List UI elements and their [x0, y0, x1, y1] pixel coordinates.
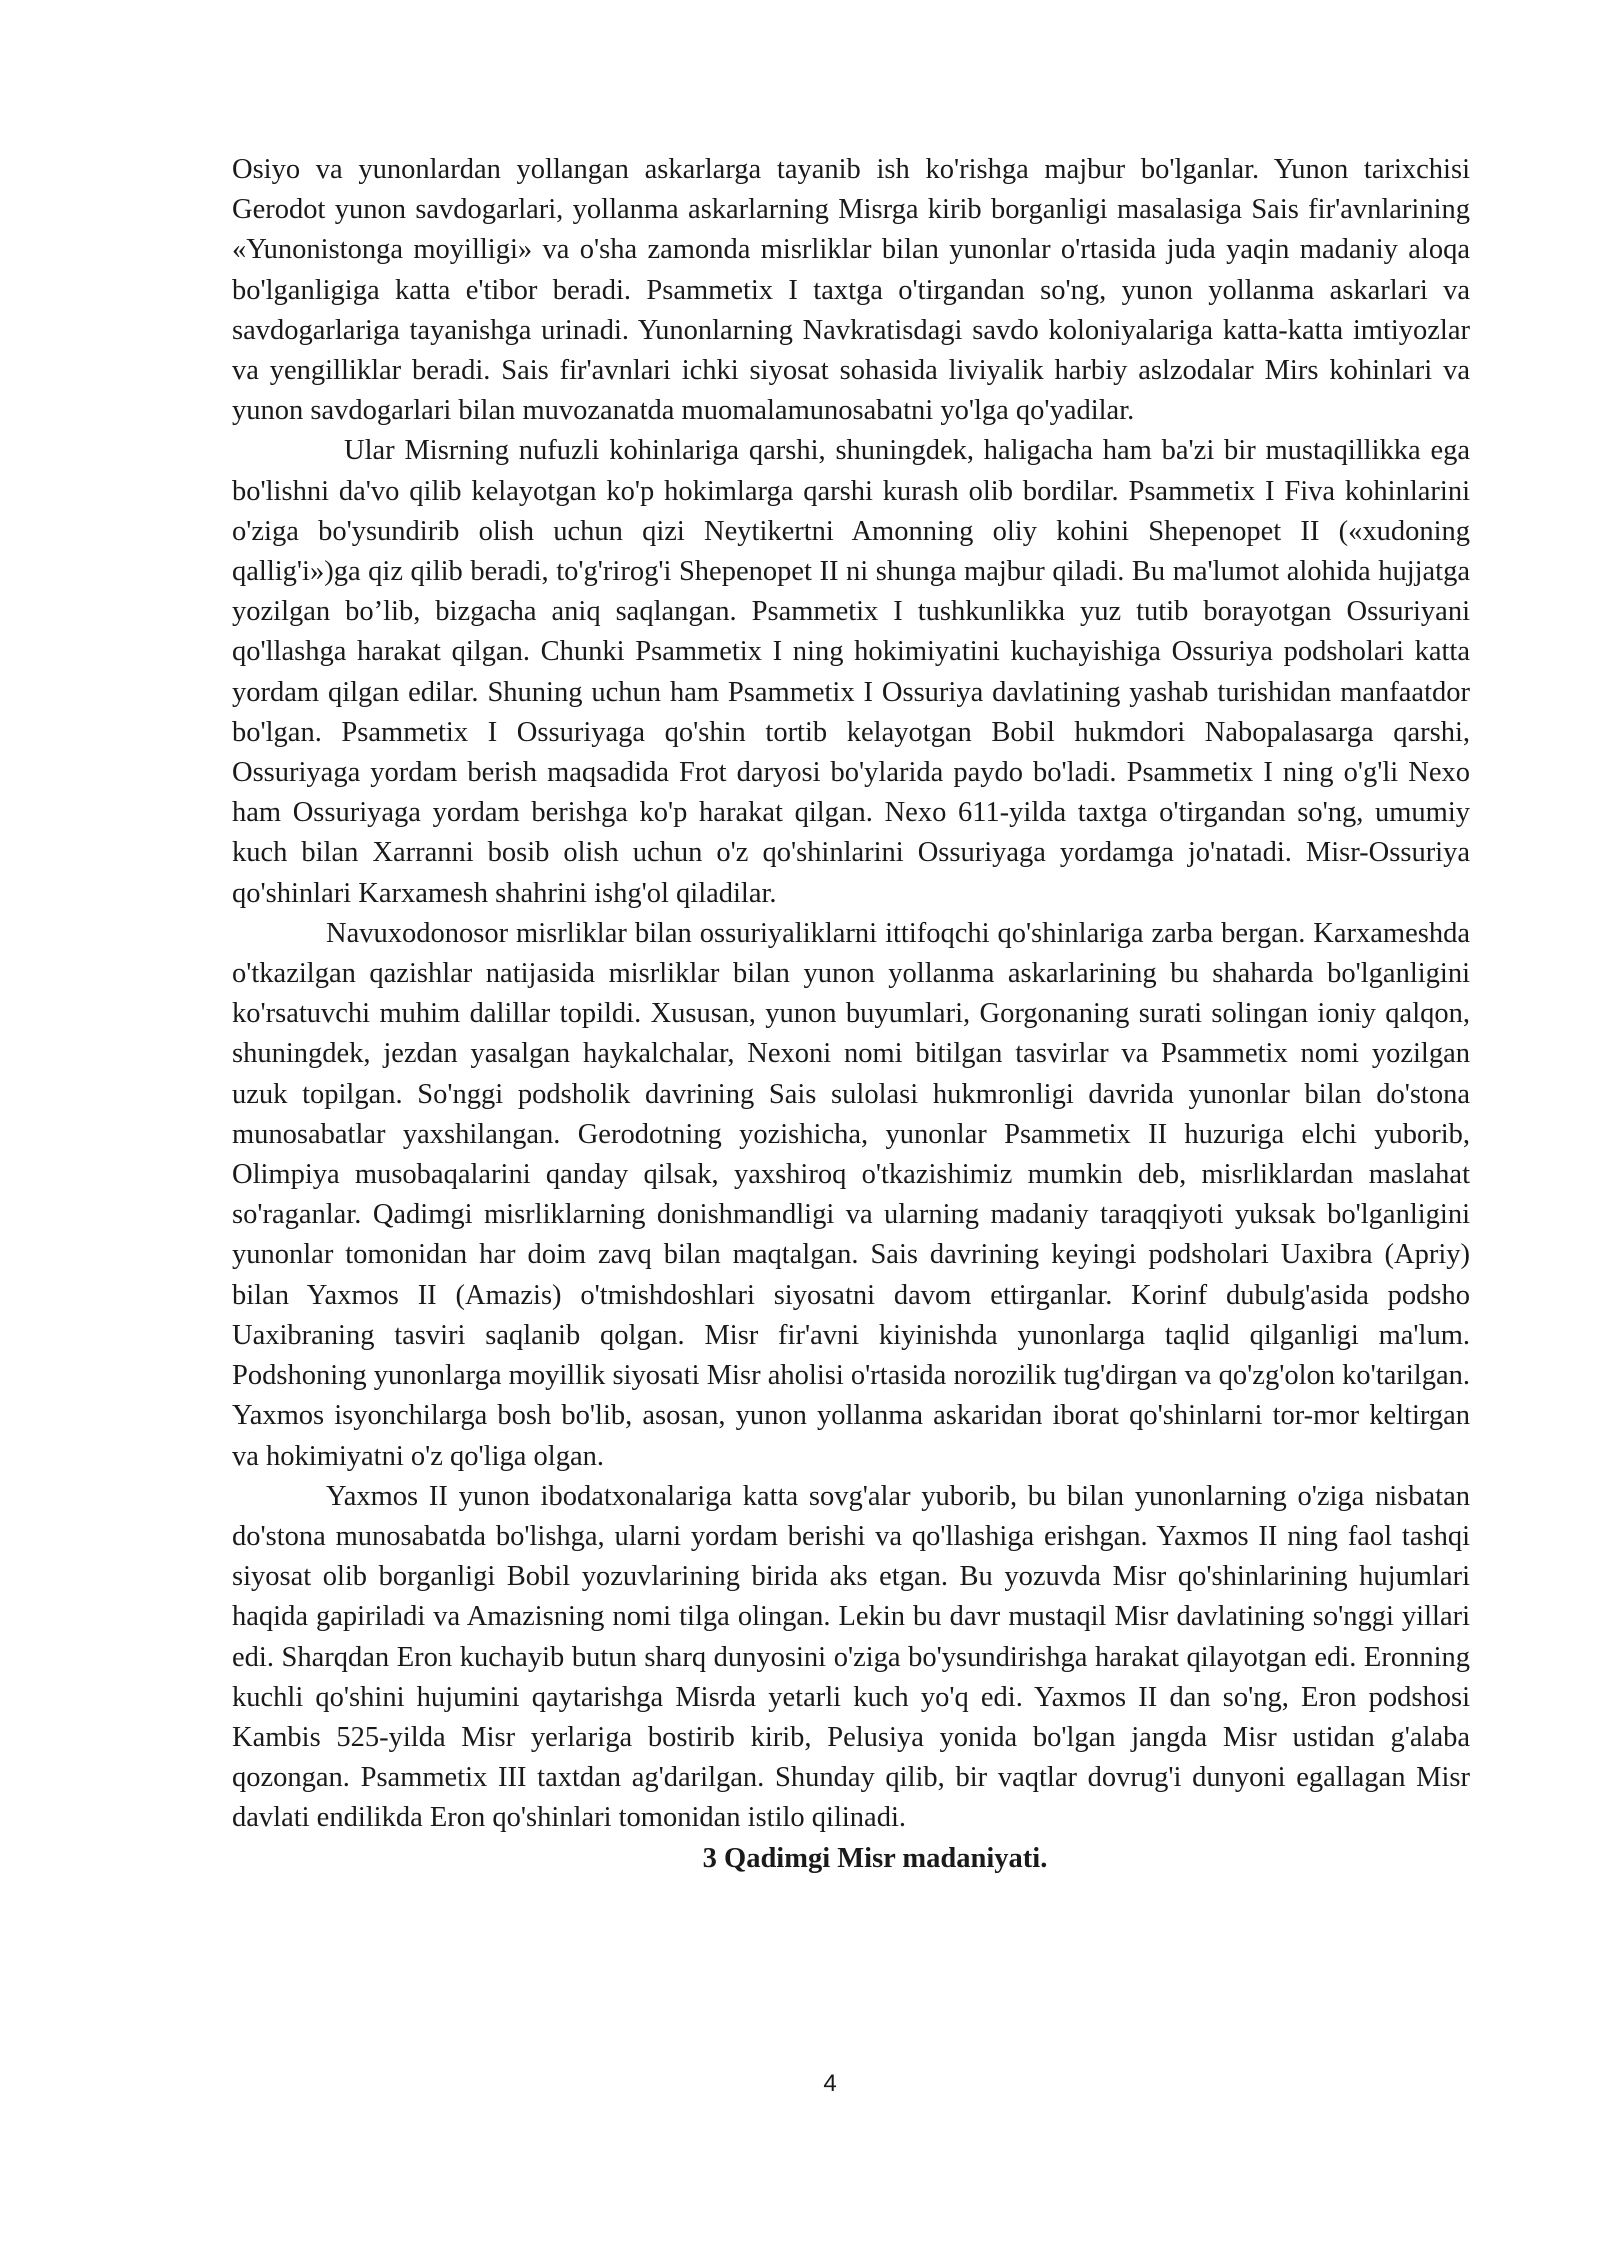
- paragraph-4: Yaxmos II yunon ibodatxonalariga katta sovg'alar yuborib, bu bilan yunonlarning o'ziga nisbatan do'stona munosabatda bo'lishga, ularni yordam berishi va qo'llashiga erishgan. Yaxmos II ning faol tashqi siyosat olib borganligi Bobil yozuvlarining birida aks etgan. Bu yozuvda Misr qo'shinlarining hujumlari haqida gapiriladi va Amazisning nomi tilga olingan. Lekin bu davr mustaqil Misr davlatining so'nggi yillari edi. Sharqdan Eron kuchayib butun sharq dunyosini o'ziga bo'ysundirishga harakat qilayotgan edi. Eronning kuchli qo'shini hujumini qaytarishga Misrda yetarli kuch yo'q edi. Yaxmos II dan so'ng, Eron podshosi Kambis 525-yilda Misr yerlariga bostirib kirib, Pelusiya yonida bo'lgan jangda Misr ustidan g'alaba qozongan. Psammetix III taxtdan ag'darilgan. Shunday qilib, bir vaqtlar dovrug'i dunyoni egallagan Misr davlati endilikda Eron qo'shinlari tomonidan istilo qilinadi.: [232, 1480, 1470, 1834]
- paragraph-2: Ular Misrning nufuzli kohinlariga qarshi, shuningdek, haligacha ham ba'zi bir mustaqillikka ega bo'lishni da'vo qilib kelayotgan ko'p hokimlarga qarshi kurash olib bordilar. Psammetix I Fiva kohinlarini o'ziga bo'ysundirib olish uchun qizi Neytikertni Amonning oliy kohini Shepenopet II («xudoning qallig'i»)ga qiz qilib beradi, to'g'rirog'i Shepenopet II ni shunga majbur qiladi. Bu ma'lumot alohida hujjatga yozilgan bo’lib, bizgacha aniq saqlangan. Psammetix I tushkunlikka yuz tutib borayotgan Ossuriyani qo'llashga harakat qilgan. Chunki Psammetix I ning hokimiyatini kuchayishiga Ossuriya podsholari katta yordam qilgan edilar. Shuning uchun ham Psammetix I Ossuriya davlatining yashab turishidan manfaatdor bo'lgan. Psammetix I Ossuriyaga qo'shin tortib kelayotgan Bobil hukmdori Nabopalasarga qarshi, Ossuriyaga yordam berish maqsadida Frot daryosi bo'ylarida paydo bo'ladi. Psammetix I ning o'g'li Nexo ham Ossuriyaga yordam berishga ko'p harakat qilgan. Nexo 611-yilda taxtga o'tirgandan so'ng, umumiy kuch bilan Xarranni bosib olish uchun o'z qo'shinlarini Ossuriyaga yordamga jo'natadi. Misr-Ossuriya qo'shinlari Karxamesh shahrini ishg'ol qiladilar.: [232, 435, 1470, 909]
- page-number: 4: [823, 2070, 837, 2097]
- section-heading: 3 Qadimgi Misr madaniyati.: [702, 1842, 1048, 1874]
- paragraph-3: Navuxodonosor misrliklar bilan ossuriyaliklarni ittifoqchi qo'shinlariga zarba bergan. Karxameshda o'tkazilgan qazishlar natijasida misrliklar bilan yunon yollanma askarlarining bu shaharda bo'lganligini ko'rsatuvchi muhim dalillar topildi. Xususan, yunon buyumlari, Gorgonaning surati solingan ioniy qalqon, shuningdek, jezdan yasalgan haykalchalar, Nexoni nomi bitilgan tasvirlar va Psammetix nomi yozilgan uzuk topilgan. So'nggi podsholik davrining Sais sulolasi hukmronligi davrida yunonlar bilan do'stona munosabatlar yaxshilangan. Gerodotning yozishicha, yunonlar Psammetix II huzuriga elchi yuborib, Olimpiya musobaqalarini qanday qilsak, yaxshiroq o'tkazishimiz mumkin deb, misrliklardan maslahat so'raganlar. Qadimgi misrliklarning donishmandligi va ularning madaniy taraqqiyoti yuksak bo'lganligini yunonlar tomonidan har doim zavq bilan maqtalgan. Sais davrining keyingi podsholari Uaxibra (Apriy) bilan Yaxmos II (Amazis) o'tmishdoshlari siyosatni davom ettirganlar. Korinf dubulg'asida podsho Uaxibraning tasviri saqlanib qolgan. Misr fir'avni kiyinishda yunonlarga taqlid qilganligi ma'lum. Podshoning yunonlarga moyillik siyosati Misr aholisi o'rtasida norozilik tug'dirgan va qo'zg'olon ko'tarilgan. Yaxmos isyonchilarga bosh bo'lib, asosan, yunon yollanma askaridan iborat qo'shinlarni tor-mor keltirgan va hokimiyatni o'z qo'liga olgan.: [232, 917, 1470, 1472]
- body-text: [232, 150, 1470, 1879]
- paragraph-1: Osiyo va yunonlardan yollangan askarlarga tayanib ish ko'rishga majbur bo'lganlar. Yunon tarixchisi Gerodot yunon savdogarlari, yollanma askarlarning Misrga kirib borganligi masalasiga Sais fir'avnlarining «Yunonistonga moyilligi» va o'sha zamonda misrliklar bilan yunonlar o'rtasida juda yaqin madaniy aloqa bo'lganligiga katta e'tibor beradi. Psammetix I taxtga o'tirgandan so'ng, yunon yollanma askarlari va savdogarlariga tayanishga urinadi. Yunonlarning Navkratisdagi savdo koloniyalariga katta-katta imtiyozlar va yengilliklar beradi. Sais fir'avnlari ichki siyosat sohasida liviyalik harbiy aslzodalar Mirs kohinlari va yunon savdogarlari bilan muvozanatda muomalamunosabatni yo'lga qo'yadilar.: [232, 154, 1470, 427]
